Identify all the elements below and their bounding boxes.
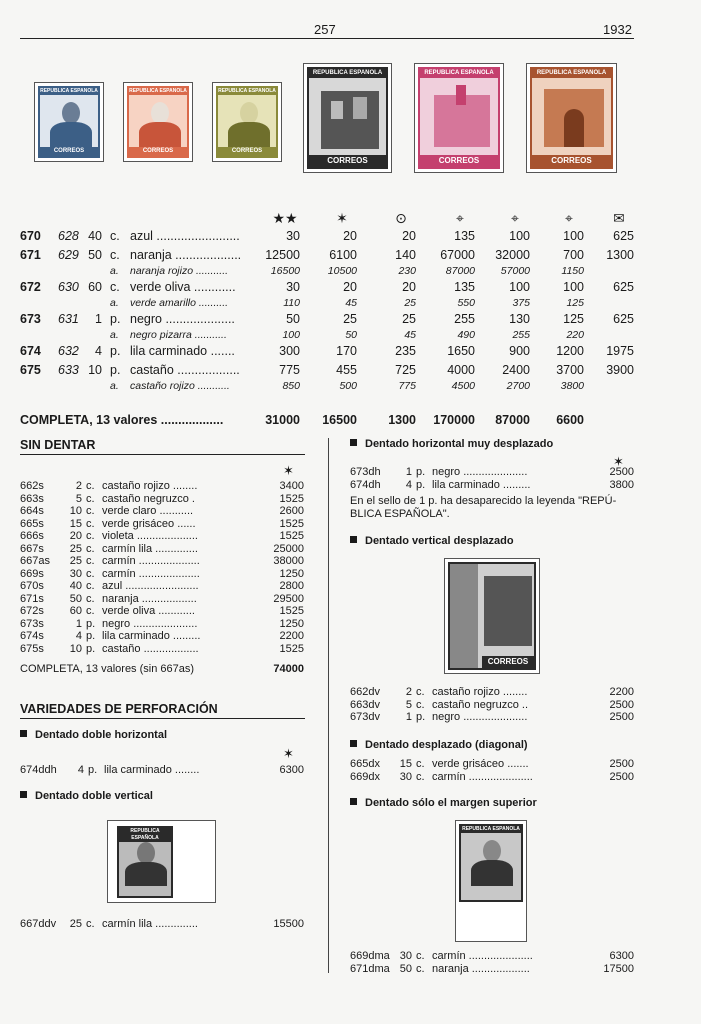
face-value: 50 [69, 592, 82, 605]
price-value: 1525 [279, 642, 304, 655]
unit: p. [86, 617, 96, 630]
color-description: azul ........................ [130, 229, 240, 243]
price-value: 3800 [560, 380, 584, 392]
face-value: 60 [69, 605, 82, 617]
stamp-corner-label: CORREOS [40, 147, 98, 156]
face-value: 1 [405, 711, 412, 723]
mint-icon: ✶ [336, 210, 348, 226]
catalog-number: 675 [20, 363, 41, 377]
price-value: 2500 [609, 698, 634, 711]
price-value: 2500 [609, 711, 634, 723]
color-description: carmín ..................... [432, 950, 533, 962]
color-description: castaño rojizo ........ [432, 686, 528, 698]
price-value: 1250 [279, 617, 304, 630]
face-value: 15 [399, 758, 412, 770]
crosshair-icon: ⌖ [511, 210, 519, 226]
total-price: 31000 [265, 413, 300, 427]
price-value: 255 [454, 312, 475, 326]
price-value: 2200 [279, 630, 304, 642]
price-value: 2500 [609, 770, 634, 783]
price-value: 700 [563, 248, 584, 262]
subsection-label: Dentado horizontal muy desplazado [365, 438, 554, 450]
face-value: 5 [75, 492, 82, 505]
subsection-dentado-doble-vertical [20, 790, 153, 803]
catalog-number: 669dma [350, 950, 390, 962]
unit: p. [110, 344, 121, 358]
catalog-number: 670 [20, 229, 41, 243]
price-value: 900 [509, 344, 530, 358]
price-value: 1250 [279, 567, 304, 580]
bullet-square-icon [20, 730, 27, 737]
color-description: violeta .................... [102, 530, 198, 542]
price-value: 2500 [609, 758, 634, 770]
price-value: 1525 [279, 530, 304, 542]
face-value: 40 [88, 229, 102, 243]
price-value: 25 [402, 312, 416, 326]
total-price: 16500 [322, 413, 357, 427]
price-value: 725 [395, 363, 416, 377]
unit: p. [86, 642, 96, 655]
price-value: 125 [566, 297, 584, 309]
sin-dentar-total-price: 74000 [273, 663, 304, 675]
price-value: 235 [395, 344, 416, 358]
price-value: 17500 [603, 962, 634, 975]
subsection-dentado-doble-horizontal [20, 729, 167, 742]
price-value: 625 [613, 280, 634, 294]
alt-number: 630 [58, 280, 79, 294]
price-value: 4000 [447, 363, 475, 377]
unit: c. [416, 770, 425, 783]
variety-label: a. [110, 265, 119, 277]
variety-label: a. [110, 380, 119, 392]
price-value: 550 [457, 297, 475, 309]
stamp-lilac-landscape [414, 63, 504, 173]
price-value: 20 [402, 280, 416, 294]
stamp-orange-portrait [123, 82, 193, 162]
color-description: carmín .................... [102, 555, 200, 567]
stamp-corner-label: CORREOS [420, 155, 498, 167]
stamp-olive-portrait [212, 82, 282, 162]
price-value: 100 [509, 280, 530, 294]
header-rule [20, 38, 634, 39]
unit: c. [86, 580, 95, 592]
price-value: 490 [457, 329, 475, 341]
color-description: castaño negruzco . [102, 492, 195, 505]
price-value: 230 [398, 265, 416, 277]
price-value: 16500 [270, 265, 300, 277]
catalog-number: 671 [20, 248, 41, 262]
unit: c. [86, 918, 95, 930]
unit: c. [110, 229, 120, 243]
price-value: 2700 [506, 380, 530, 392]
catalog-number: 673dv [350, 711, 380, 723]
envelope-icon: ✉ [613, 210, 625, 226]
alt-number: 632 [58, 344, 79, 358]
face-value: 25 [69, 542, 82, 555]
color-description: carmín ..................... [432, 770, 533, 783]
price-value: 3400 [279, 480, 304, 492]
unit: p. [88, 764, 98, 776]
subsection-label: Dentado vertical desplazado [365, 535, 514, 547]
stamp-brown-landscape [526, 63, 617, 173]
catalog-number: 669s [20, 567, 44, 580]
subsection-label: Dentado doble vertical [35, 790, 153, 802]
catalog-number: 662s [20, 480, 44, 492]
face-value: 25 [69, 918, 82, 930]
face-value: 1 [95, 312, 102, 326]
price-value: 6300 [609, 950, 634, 962]
total-price: 1300 [388, 413, 416, 427]
price-value: 220 [566, 329, 584, 341]
stamp-corner-label: CORREOS [532, 155, 611, 167]
section-rule [20, 718, 305, 719]
unit: c. [110, 248, 120, 262]
catalog-number: 665dx [350, 758, 380, 770]
color-description: verde grisáceo ....... [432, 758, 529, 770]
catalog-number: 667s [20, 542, 44, 555]
column-divider [328, 438, 329, 973]
unit: c. [110, 280, 120, 294]
price-value: 775 [398, 380, 416, 392]
unit: p. [416, 466, 426, 478]
price-value: 29500 [273, 592, 304, 605]
alt-number: 628 [58, 229, 79, 243]
color-description: naranja ................... [130, 248, 242, 262]
color-description: negro ..................... [432, 711, 528, 723]
sin-dentar-total-label: COMPLETA, 13 valores (sin 667as) [20, 663, 195, 675]
crosshair-icon: ⌖ [456, 210, 464, 226]
face-value: 2 [405, 686, 412, 698]
catalog-number: 674 [20, 344, 41, 358]
catalog-number: 671s [20, 592, 44, 605]
price-value: 775 [279, 363, 300, 377]
price-value: 25000 [273, 542, 304, 555]
color-description: negro ..................... [102, 617, 198, 630]
face-value: 4 [405, 478, 412, 491]
mint-icon: ✶ [613, 454, 624, 469]
unit: c. [86, 605, 95, 617]
face-value: 1 [75, 617, 82, 630]
color-description: verde claro ........... [102, 505, 194, 517]
catalog-number: 671dma [350, 962, 390, 975]
color-description: verde oliva ............ [102, 605, 195, 617]
price-value: 850 [282, 380, 300, 392]
catalog-number: 663s [20, 492, 44, 505]
subsection-dentado-horizontal-desplazado [350, 438, 553, 451]
price-value: 1525 [279, 605, 304, 617]
color-description: lila carminado ......... [102, 630, 201, 642]
unit: p. [416, 711, 426, 723]
price-value: 170 [336, 344, 357, 358]
color-description: naranja .................. [102, 592, 197, 605]
section-title-sin-dentar: SIN DENTAR [20, 438, 96, 452]
color-description: naranja ................... [432, 962, 530, 975]
stamp-double-vertical-image [107, 820, 216, 903]
catalog-number: 673s [20, 617, 44, 630]
price-value: 2600 [279, 505, 304, 517]
price-value: 30 [286, 280, 300, 294]
face-value: 10 [69, 642, 82, 655]
price-value: 20 [402, 229, 416, 243]
bullet-square-icon [350, 798, 357, 805]
price-value: 20 [343, 229, 357, 243]
subsection-label: Dentado sólo el margen superior [365, 797, 537, 809]
price-value: 3700 [556, 363, 584, 377]
stamp-legend: REPUBLICA ESPAÑOLA [462, 826, 520, 832]
price-value: 1975 [606, 344, 634, 358]
face-value: 30 [399, 950, 412, 962]
price-value: 100 [282, 329, 300, 341]
used-icon: ⊙ [395, 210, 407, 226]
color-description: carmín lila .............. [102, 918, 198, 930]
price-value: 100 [563, 229, 584, 243]
face-value: 25 [69, 555, 82, 567]
price-value: 130 [509, 312, 530, 326]
mint-never-hinged-icon: ★★ [272, 210, 298, 226]
price-value: 57000 [500, 265, 530, 277]
color-description: lila carminado ........ [104, 764, 200, 776]
face-value: 15 [69, 517, 82, 530]
price-value: 125 [563, 312, 584, 326]
color-description: castaño .................. [102, 642, 199, 655]
catalog-number: 674s [20, 630, 44, 642]
catalog-number: 669dx [350, 770, 380, 783]
bullet-square-icon [350, 536, 357, 543]
price-value: 67000 [440, 248, 475, 262]
catalog-number: 664s [20, 505, 44, 517]
unit: p. [110, 363, 121, 377]
unit: c. [86, 492, 95, 505]
price-value: 2400 [502, 363, 530, 377]
unit: c. [86, 542, 95, 555]
section-title-perforacion: VARIEDADES DE PERFORACIÓN [20, 702, 218, 716]
unit: c. [416, 962, 425, 975]
price-value: 1300 [606, 248, 634, 262]
stamp-black-landscape [303, 63, 392, 173]
subsection-label: Dentado doble horizontal [35, 729, 167, 741]
stamp-blue-portrait [34, 82, 104, 162]
price-value: 500 [339, 380, 357, 392]
catalog-number: 665s [20, 517, 44, 530]
stamp-corner-label: CORREOS [309, 155, 386, 167]
price-value: 45 [404, 329, 416, 341]
face-value: 4 [95, 344, 102, 358]
unit: c. [416, 686, 425, 698]
variety-label: a. [110, 329, 119, 341]
price-value: 2200 [609, 686, 634, 698]
price-value: 135 [454, 229, 475, 243]
subsection-margen-superior [350, 797, 537, 810]
catalog-number: 672s [20, 605, 44, 617]
stamp-legend: REPUBLICA ESPAÑOLA [119, 828, 171, 842]
unit: p. [86, 630, 96, 642]
catalog-number: 673dh [350, 466, 381, 478]
total-price: 87000 [495, 413, 530, 427]
page-year: 1932 [603, 22, 632, 37]
price-value: 300 [279, 344, 300, 358]
unit: c. [416, 698, 425, 711]
price-value: 1200 [556, 344, 584, 358]
price-value: 25 [404, 297, 416, 309]
color-description: castaño negruzco .. [432, 698, 529, 711]
price-value: 50 [286, 312, 300, 326]
stamp-legend: REPUBLICA ESPAÑOLA [309, 69, 386, 78]
price-value: 110 [283, 297, 300, 309]
catalog-number: 674ddh [20, 764, 57, 776]
variety-description: negro pizarra ........... [130, 329, 227, 341]
face-value: 20 [69, 530, 82, 542]
face-value: 10 [88, 363, 102, 377]
alt-number: 631 [58, 312, 79, 326]
unit: c. [416, 950, 425, 962]
stamp-corner-label: CORREOS [218, 147, 276, 156]
price-value: 255 [512, 329, 530, 341]
price-value: 135 [454, 280, 475, 294]
unit: c. [86, 567, 95, 580]
catalog-number: 667as [20, 555, 50, 567]
price-value: 625 [613, 312, 634, 326]
section-rule [20, 454, 305, 455]
unit: c. [86, 530, 95, 542]
price-value: 3800 [609, 478, 634, 491]
catalog-number: 667ddv [20, 918, 57, 930]
total-price: 6600 [556, 413, 584, 427]
price-value: 4500 [451, 380, 475, 392]
unit: c. [86, 517, 95, 530]
face-value: 2 [75, 480, 82, 492]
price-value: 1150 [561, 265, 584, 277]
catalog-number: 663dv [350, 698, 380, 711]
price-value: 140 [395, 248, 416, 262]
unit: c. [86, 505, 95, 517]
catalog-number: 670s [20, 580, 44, 592]
price-value: 100 [509, 229, 530, 243]
price-value: 6300 [279, 764, 304, 776]
price-value: 625 [613, 229, 634, 243]
bullet-square-icon [350, 439, 357, 446]
color-description: carmín lila .............. [102, 542, 198, 555]
price-value: 32000 [495, 248, 530, 262]
price-value: 15500 [273, 918, 304, 930]
total-price: 170000 [433, 413, 475, 427]
catalog-number: 674dh [350, 478, 381, 491]
variety-description: castaño rojizo ........... [130, 380, 230, 392]
variety-description: verde amarillo .......... [130, 297, 229, 309]
price-value: 12500 [265, 248, 300, 262]
unit: p. [416, 478, 426, 491]
bullet-square-icon [350, 740, 357, 747]
face-value: 1 [405, 466, 412, 478]
unit: c. [416, 758, 425, 770]
color-description: azul ........................ [102, 580, 199, 592]
face-value: 40 [69, 580, 82, 592]
catalog-number: 662dv [350, 686, 380, 698]
price-value: 1650 [447, 344, 475, 358]
crosshair-icon: ⌖ [565, 210, 573, 226]
subsection-dentado-diagonal [350, 739, 528, 752]
catalog-number: 675s [20, 642, 44, 655]
face-value: 30 [399, 770, 412, 783]
color-description: verde grisáceo ...... [102, 517, 196, 530]
unit: p. [110, 312, 121, 326]
color-description: carmín .................... [102, 567, 200, 580]
face-value: 4 [77, 764, 84, 776]
stamp-legend: REPUBLICA ESPAÑOLA [420, 69, 498, 78]
price-value: 10500 [327, 265, 357, 277]
price-value: 1525 [279, 492, 304, 505]
unit: c. [86, 480, 95, 492]
face-value: 10 [69, 505, 82, 517]
stamp-vertical-displaced-image [444, 558, 540, 674]
stamp-legend: REPUBLICA ESPAÑOLA [218, 88, 276, 94]
price-value: 3900 [606, 363, 634, 377]
price-value: 1525 [279, 517, 304, 530]
catalog-number: 666s [20, 530, 44, 542]
catalog-number: 673 [20, 312, 41, 326]
total-label: COMPLETA, 13 valores .................. [20, 413, 224, 427]
subsection-dentado-vertical-desplazado [350, 535, 514, 548]
face-value: 30 [69, 567, 82, 580]
variety-description: naranja rojizo ........... [130, 265, 229, 277]
color-description: castaño .................. [130, 363, 240, 377]
variety-label: a. [110, 297, 119, 309]
stamp-legend: REPUBLICA ESPAÑOLA [129, 88, 187, 94]
price-value: 87000 [445, 265, 475, 277]
color-description: verde oliva ............ [130, 280, 236, 294]
color-description: negro .................... [130, 312, 235, 326]
catalog-number: 672 [20, 280, 41, 294]
color-description: lila carminado ....... [130, 344, 235, 358]
face-value: 50 [88, 248, 102, 262]
price-value: 2500 [609, 466, 634, 478]
price-value: 455 [336, 363, 357, 377]
price-value: 30 [286, 229, 300, 243]
color-description: lila carminado ......... [432, 478, 531, 491]
price-value: 6100 [329, 248, 357, 262]
bullet-square-icon [20, 791, 27, 798]
stamp-top-margin-image [455, 820, 527, 942]
price-value: 2800 [279, 580, 304, 592]
stamp-corner-label: CORREOS [482, 656, 534, 668]
price-value: 38000 [273, 555, 304, 567]
price-value: 375 [512, 297, 530, 309]
price-value: 100 [563, 280, 584, 294]
face-value: 4 [75, 630, 82, 642]
stamp-corner-label: CORREOS [129, 147, 187, 156]
face-value: 50 [399, 962, 412, 975]
unit: c. [86, 592, 95, 605]
price-value: 25 [343, 312, 357, 326]
stamp-legend: REPUBLICA ESPAÑOLA [40, 88, 98, 94]
mint-icon: ✶ [283, 746, 294, 761]
note-text: En el sello de 1 p. ha desaparecido la leyenda "REPÚ-BLICA ESPAÑOLA". [350, 495, 617, 520]
stamp-legend: REPUBLICA ESPAÑOLA [532, 69, 611, 78]
face-value: 60 [88, 280, 102, 294]
mint-icon: ✶ [283, 463, 294, 478]
alt-number: 629 [58, 248, 79, 262]
price-value: 50 [345, 329, 357, 341]
unit: c. [86, 555, 95, 567]
price-value: 20 [343, 280, 357, 294]
page-number: 257 [314, 22, 336, 37]
alt-number: 633 [58, 363, 79, 377]
subsection-label: Dentado desplazado (diagonal) [365, 739, 528, 751]
price-value: 45 [345, 297, 357, 309]
color-description: castaño rojizo ........ [102, 480, 198, 492]
face-value: 5 [405, 698, 412, 711]
color-description: negro ..................... [432, 466, 528, 478]
